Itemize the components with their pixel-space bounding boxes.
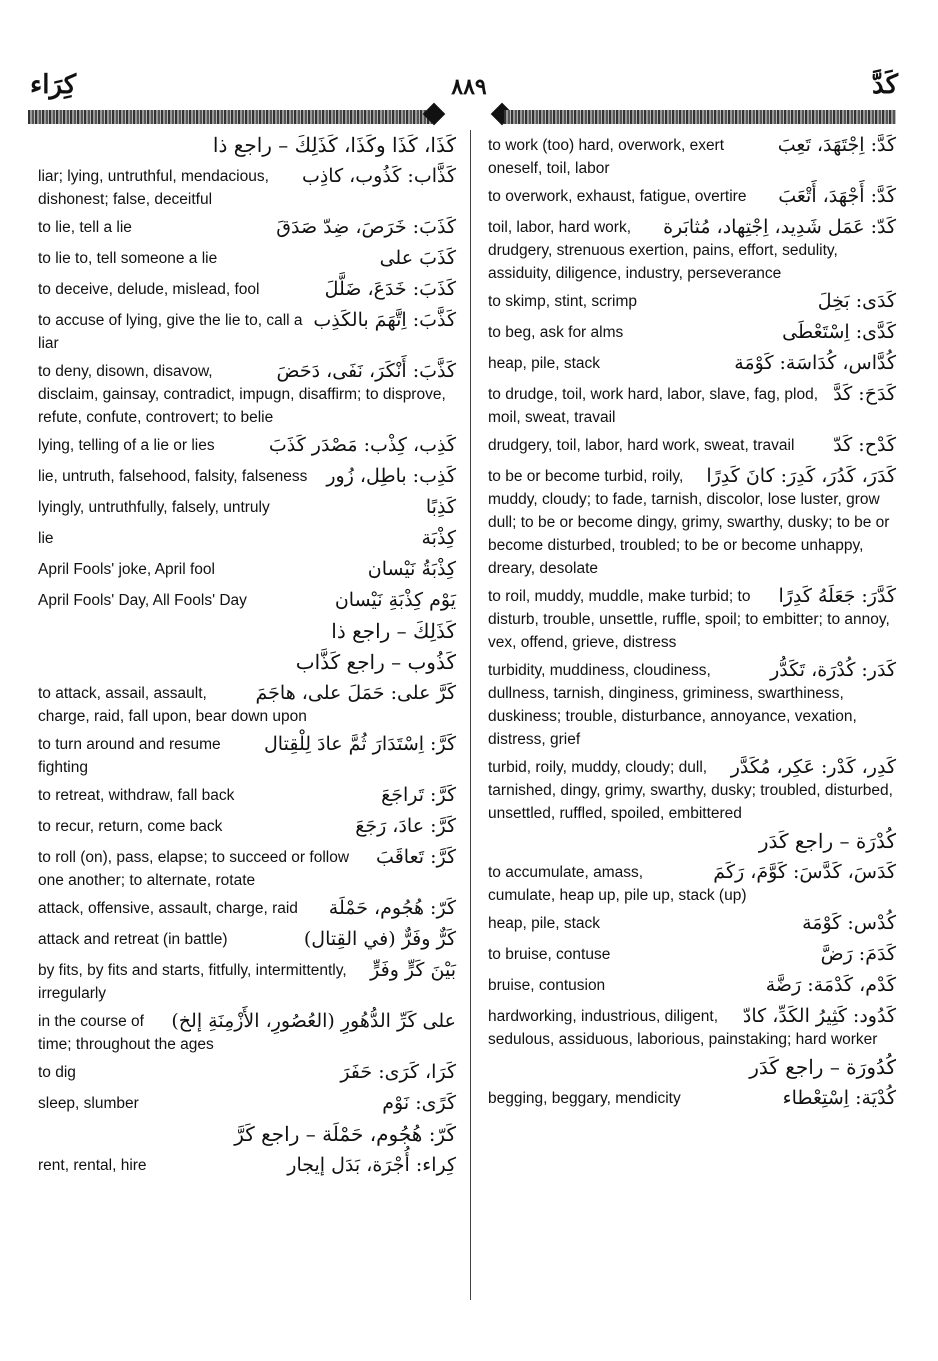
arabic-headword: كَرَّ: عادَ، رَجَعَ: [355, 815, 456, 837]
english-definition: to bruise, contuse: [488, 946, 611, 963]
arabic-headword: كَذَبَ: خَدَعَ، ضَلَّلَ: [324, 278, 456, 300]
arabic-headword: كَذِبًا: [425, 496, 456, 518]
dictionary-entry: [38, 897, 456, 923]
arabic-headword: كَرَّ على: حَمَلَ على، هاجَمَ: [255, 682, 456, 704]
dictionary-entry: [38, 278, 456, 304]
arabic-headword: كُدَّاس، كُدَاسَة: كَوْمَة: [734, 352, 896, 374]
dictionary-entry: [38, 558, 456, 584]
dictionary-entry: [488, 974, 896, 1000]
arabic-headword: كَذَّبَ: أَنْكَرَ، نَفَى، دَحَضَ: [276, 360, 456, 382]
dictionary-entry: [488, 861, 896, 907]
dictionary-entry: [488, 216, 896, 285]
dictionary-entry: [38, 1092, 456, 1118]
left-column: [38, 134, 456, 1185]
english-definition: to be or become turbid, roily, muddy, cloudy; to fade, tarnish, discolor, lose luster, grow dull; to be or become dingy, grimy, swarthy, dusky; to be or become disturbed, troubled; to be or become unhappy, dreary, desolate: [488, 468, 890, 577]
english-definition: bruise, contusion: [488, 977, 606, 994]
dictionary-entry: [38, 959, 456, 1005]
english-definition: to recur, return, come back: [38, 818, 223, 835]
english-definition: to overwork, exhaust, fatigue, overtire: [488, 188, 747, 205]
arabic-headword: كُدْس: كَوْمَة: [802, 912, 896, 934]
dictionary-entry: [38, 309, 456, 355]
english-definition: attack and retreat (in battle): [38, 931, 228, 948]
arabic-headword: كَدَّرَ: جَعَلَهُ كَدِرًا: [778, 585, 896, 607]
dictionary-entry: [488, 912, 896, 938]
english-definition: to deny, disown, disavow, disclaim, gainsay, contradict, impugn, disaffirm; to disprove, refute, confute, controvert; to belie: [38, 363, 446, 426]
english-definition: to lie to, tell someone a lie: [38, 250, 218, 267]
dictionary-entry: [488, 830, 896, 856]
arabic-headword: كَذَّاب: كَذُوب، كاذِب: [301, 165, 456, 187]
arabic-headword: كِراء: أُجْرَة، بَدَل إيجار: [287, 1154, 456, 1176]
arabic-headword: كَدَرَ، كَدُرَ، كَدِرَ: كانَ كَدِرًا: [706, 465, 896, 487]
dictionary-entry: [488, 1056, 896, 1082]
arabic-headword: بَيْنَ كَرٍّ وفَرٍّ: [370, 959, 456, 981]
english-definition: heap, pile, stack: [488, 355, 601, 372]
english-definition: sleep, slumber: [38, 1095, 139, 1112]
arabic-headword: كِذْبَة: [421, 527, 456, 549]
arabic-headword: كُدُورَة – راجع كَدَر: [749, 1055, 896, 1079]
dictionary-entry: [488, 1005, 896, 1051]
dictionary-entry: [488, 434, 896, 460]
dictionary-entry: [38, 1061, 456, 1087]
english-definition: to skimp, stint, scrimp: [488, 293, 637, 310]
english-definition: toil, labor, hard work, drudgery, strenuous exertion, pains, effort, sedulity, assiduity, diligence, industry, perseverance: [488, 219, 838, 282]
dictionary-entry: [38, 527, 456, 553]
arabic-headword: كَذَلِكَ – راجع ذا: [331, 619, 456, 643]
arabic-headword: كَذَا، كَذَا وكَذَا، كَذَلِكَ – راجع ذا: [212, 133, 456, 157]
english-definition: to drudge, toil, work hard, labor, slave, fag, plod, moil, sweat, travail: [488, 386, 818, 426]
dictionary-entry: [38, 846, 456, 892]
dictionary-entry: [488, 756, 896, 825]
english-definition: to accumulate, amass, cumulate, heap up, pile up, stack (up): [488, 864, 747, 904]
arabic-headword: كَذَبَ: خَرَصَ، ضِدّ صَدَقَ: [276, 216, 456, 238]
english-definition: rent, rental, hire: [38, 1157, 147, 1174]
dictionary-entry: [38, 682, 456, 728]
english-definition: April Fools' joke, April fool: [38, 561, 215, 578]
dictionary-entry: [38, 434, 456, 460]
arabic-headword: كَذِب: باطِل، زُور: [326, 465, 456, 487]
dictionary-entry: [38, 589, 456, 615]
arabic-headword: كَدَر: كُدْرَة، تَكَدُّر: [770, 659, 896, 681]
english-definition: to retreat, withdraw, fall back: [38, 787, 235, 804]
arabic-headword: كَرًى: نَوْم: [382, 1092, 456, 1114]
dictionary-entry: [488, 659, 896, 751]
dictionary-entry: [38, 928, 456, 954]
english-definition: to turn around and resume fighting: [38, 736, 221, 776]
arabic-headword: كَرٌّ وفَرٌّ (في القِتال): [303, 928, 456, 950]
dictionary-entry: [38, 465, 456, 491]
arabic-headword: كَرَّ: تَراجَعَ: [381, 784, 456, 806]
guide-word-last: كِرَاء: [30, 70, 77, 100]
arabic-headword: يَوْم كِذْبَةِ نَيْسان: [334, 589, 456, 611]
english-definition: turbidity, muddiness, cloudiness, dullness, tarnish, dinginess, griminess, swarthiness, duskiness; trouble, disturbance, annoyance, vexation, distress, grief: [488, 662, 857, 748]
column-divider: [470, 130, 471, 1300]
english-definition: by fits, by fits and starts, fitfully, intermittently, irregularly: [38, 962, 347, 1002]
english-definition: heap, pile, stack: [488, 915, 601, 932]
english-definition: turbid, roily, muddy, cloudy; dull, tarnished, dingy, grimy, swarthy, dusky; troubled, disturbed, unsettled, ruffled, spoiled, embittered: [488, 759, 893, 822]
english-definition: to attack, assail, assault, charge, raid, fall upon, bear down upon: [38, 685, 307, 725]
english-definition: to accuse of lying, give the lie to, call a liar: [38, 312, 303, 352]
dictionary-entry: [38, 815, 456, 841]
dictionary-entry: [38, 1123, 456, 1149]
dictionary-entry: [488, 943, 896, 969]
arabic-headword: كَذُوب – راجع كَذَّاب: [295, 650, 456, 674]
page-header: [0, 58, 938, 98]
english-definition: lying, telling of a lie or lies: [38, 437, 215, 454]
english-definition: lie: [38, 530, 54, 547]
dictionary-entry: [38, 165, 456, 211]
english-definition: to beg, ask for alms: [488, 324, 624, 341]
dictionary-entry: [38, 247, 456, 273]
header-rule-left: [28, 110, 432, 124]
arabic-headword: كَذَّبَ: اِتَّهَمَ بالكَذِب: [313, 309, 456, 331]
dictionary-entry: [488, 383, 896, 429]
arabic-headword: كَدَحَ: كَدَّ: [833, 383, 896, 405]
arabic-headword: كَدَى: بَخِلَ: [817, 290, 896, 312]
english-definition: drudgery, toil, labor, hard work, sweat, travail: [488, 437, 795, 454]
english-definition: in the course of time; throughout the ages: [38, 1013, 214, 1053]
arabic-headword: كَدْم، كَدْمَة: رَضَّة: [765, 974, 896, 996]
english-definition: to roll (on), pass, elapse; to succeed or follow one another; to alternate, rotate: [38, 849, 350, 889]
arabic-headword: كَذِب، كِذْب: مَصْدَر كَذَبَ: [268, 434, 456, 456]
english-definition: begging, beggary, mendicity: [488, 1090, 681, 1107]
arabic-headword: كَدَّ: أَجْهَدَ، أَتْعَبَ: [778, 185, 896, 207]
dictionary-entry: [488, 465, 896, 580]
arabic-headword: كَدُود: كَثِيرُ الكَدِّ، كادّ: [742, 1005, 896, 1027]
arabic-headword: كَدَمَ: رَضَّ: [820, 943, 896, 965]
dictionary-entry: [38, 1010, 456, 1056]
arabic-headword: كَرّ: هُجُوم، حَمْلَة: [328, 897, 456, 919]
dictionary-entry: [38, 1154, 456, 1180]
english-definition: to deceive, delude, mislead, fool: [38, 281, 260, 298]
dictionary-entry: [488, 352, 896, 378]
arabic-headword: كَرَّ: تَعاقَبَ: [376, 846, 456, 868]
right-column: [488, 134, 896, 1118]
arabic-headword: كَرَا، كَرَى: حَفَرَ: [340, 1061, 456, 1083]
english-definition: to roil, muddy, muddle, make turbid; to disturb, trouble, unsettle, ruffle, spoil; to embitter; to annoy, vex, offend, grieve, distress: [488, 588, 890, 651]
english-definition: lie, untruth, falsehood, falsity, falseness: [38, 468, 308, 485]
arabic-headword: كَدَّ: اِجْتَهَدَ، تَعِبَ: [777, 134, 896, 156]
guide-word-first: كَدَّ: [871, 70, 898, 100]
arabic-headword: كَدَسَ، كَدَّسَ: كَوَّمَ، رَكَمَ: [713, 861, 896, 883]
dictionary-entry: [488, 1087, 896, 1113]
arabic-headword: كُدْيَة: اِسْتِعْطاء: [782, 1087, 896, 1109]
dictionary-entry: [38, 620, 456, 646]
arabic-headword: كِذْبَةُ نَيْسان: [367, 558, 456, 580]
english-definition: lyingly, untruthfully, falsely, untruly: [38, 499, 270, 516]
english-definition: to lie, tell a lie: [38, 219, 132, 236]
dictionary-entry: [488, 134, 896, 180]
dictionary-entry: [488, 321, 896, 347]
english-definition: attack, offensive, assault, charge, raid: [38, 900, 298, 917]
dictionary-entry: [488, 290, 896, 316]
arabic-headword: كَدَّى: اِسْتَعْطَى: [782, 321, 896, 343]
dictionary-entry: [38, 733, 456, 779]
dictionary-entry: [488, 585, 896, 654]
english-definition: to dig: [38, 1064, 76, 1081]
arabic-headword: كَرّ: هُجُوم، حَمْلَة – راجع كَرَّ: [234, 1122, 456, 1146]
dictionary-entry: [38, 496, 456, 522]
dictionary-entry: [38, 134, 456, 160]
arabic-headword: كُدْرَة – راجع كَدَر: [758, 829, 896, 853]
arabic-headword: على كَرِّ الدُّهُورِ (العُصُورِ، الأَزْمِنَةِ إلخ): [171, 1010, 456, 1032]
english-definition: hardworking, industrious, diligent, sedulous, assiduous, laborious, painstaking; hard worker: [488, 1008, 878, 1048]
english-definition: April Fools' Day, All Fools' Day: [38, 592, 247, 609]
page-number: ٨٨٩: [451, 74, 487, 100]
dictionary-entry: [38, 784, 456, 810]
arabic-headword: كَدّ: عَمَل شَدِيد، اِجْتِهاد، مُثابَرة: [663, 216, 896, 238]
arabic-headword: كَرَّ: اِسْتَدَارَ ثُمَّ عادَ لِلْقِتال: [264, 733, 456, 755]
english-definition: liar; lying, untruthful, mendacious, dishonest; false, deceitful: [38, 168, 269, 208]
dictionary-entry: [38, 651, 456, 677]
arabic-headword: كَدِر، كَدْر: عَكِر، مُكَدَّر: [730, 756, 896, 778]
arabic-headword: كَدْح: كَدّ: [833, 434, 896, 456]
header-rule-right: [504, 110, 896, 124]
english-definition: to work (too) hard, overwork, exert oneself, toil, labor: [488, 137, 725, 177]
dictionary-entry: [38, 216, 456, 242]
arabic-headword: كَذَبَ على: [379, 247, 456, 269]
dictionary-entry: [38, 360, 456, 429]
dictionary-entry: [488, 185, 896, 211]
